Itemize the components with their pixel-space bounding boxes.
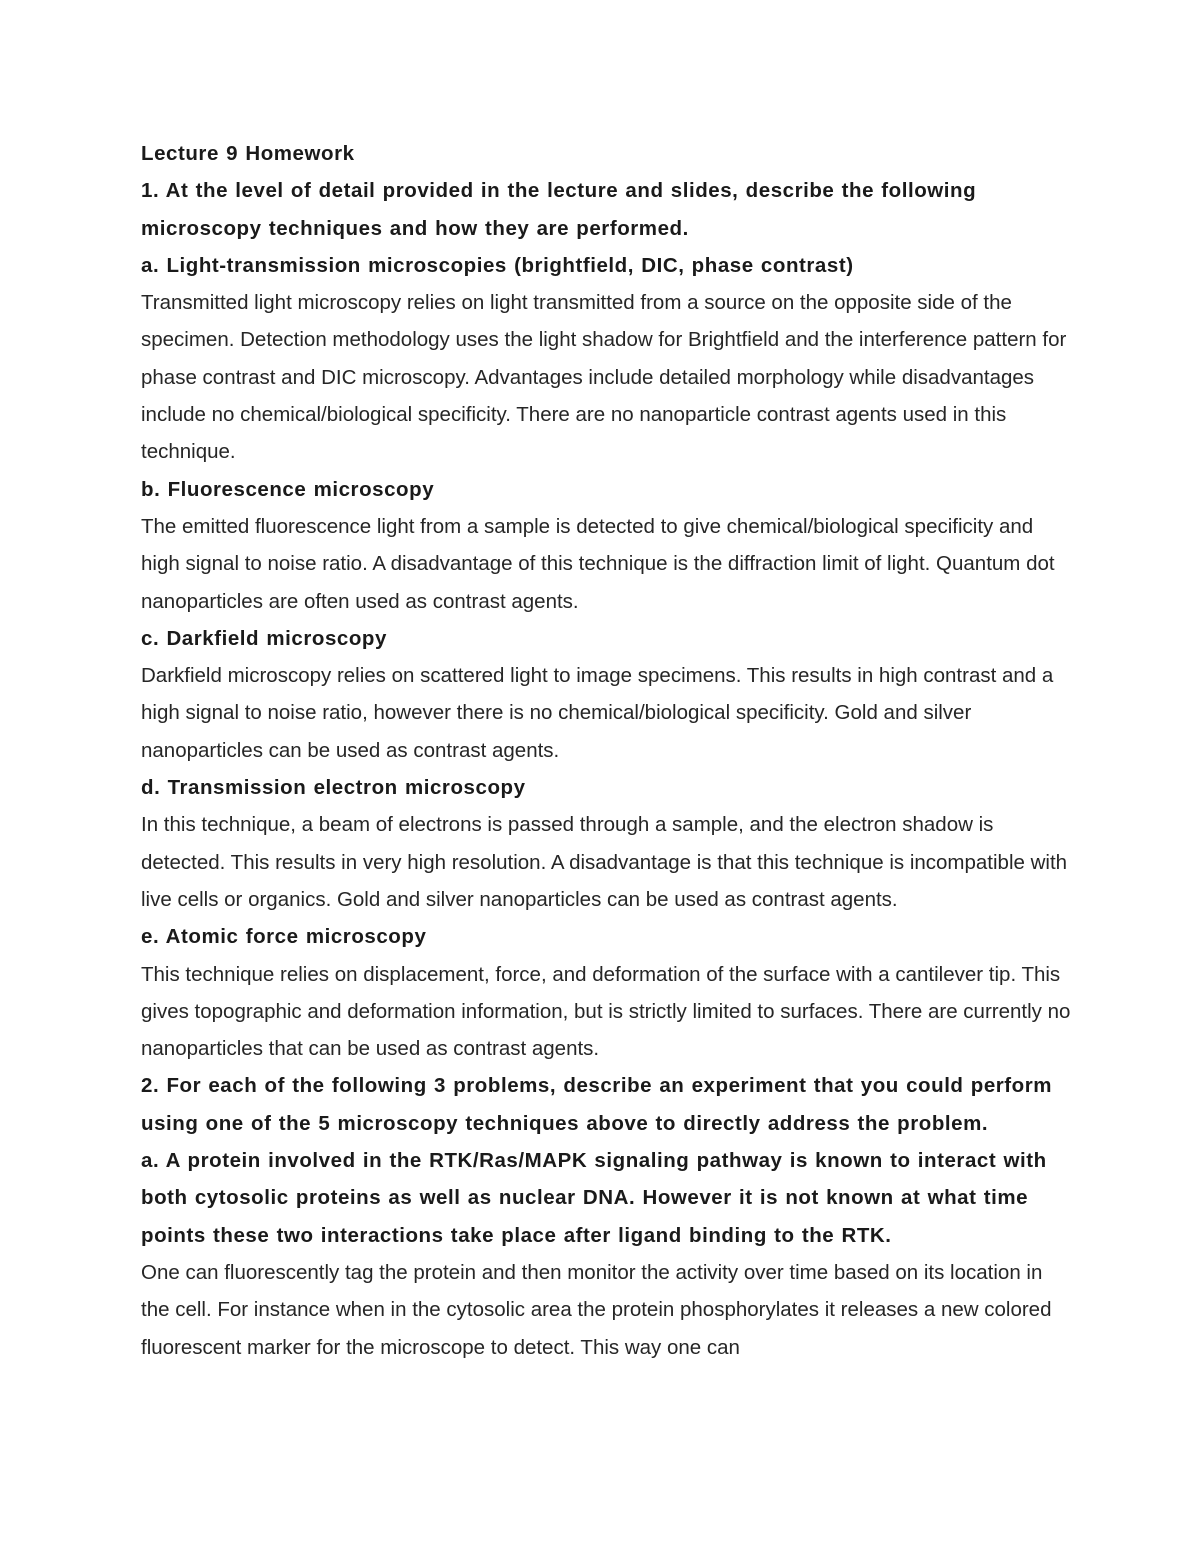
q1-part-c-answer: Darkfield microscopy relies on scattered light to image specimens. This results in high contrast and a high signal to noise ratio, however there is no chemical/biological specificity. Gold and silver nanoparticles can be used as contrast agents. xyxy=(141,664,1054,762)
q2-part-a-heading: a. A protein involved in the RTK/Ras/MAPK signaling pathway is known to interact with both cytosolic proteins as well as nuclear DNA. However it is not known at what time points these two interactions take place after ligand binding to the RTK. xyxy=(141,1149,1047,1247)
q1-part-b-heading: b. Fluorescence microscopy xyxy=(141,477,435,501)
question-2-prompt: 2. For each of the following 3 problems, describe an experiment that you could perform using one of the 5 microscopy techniques above to directly address the problem. xyxy=(141,1074,1053,1135)
question-1-prompt: 1. At the level of detail provided in the lecture and slides, describe the following microscopy techniques and how they are performed. xyxy=(141,179,977,240)
q1-part-e-answer: This technique relies on displacement, force, and deformation of the surface with a cantilever tip. This gives topographic and deformation information, but is strictly limited to surfaces. There are currently no nanoparticles that can be used as contrast agents. xyxy=(141,962,1071,1061)
q1-part-d-heading: d. Transmission electron microscopy xyxy=(141,776,526,800)
q1-part-e-heading: e. Atomic force microscopy xyxy=(141,925,427,949)
document-title: Lecture 9 Homework xyxy=(141,142,355,165)
q1-part-a-answer: Transmitted light microscopy relies on light transmitted from a source on the opposite side of the specimen. Detection methodology uses the light shadow for Brightfield and the interference pattern for phase contrast and DIC microscopy. Advantages include detailed morphology while disadvantages include no chemical/biological specificity. There are no nanoparticle contrast agents used in this technique. xyxy=(141,291,1067,464)
document-body xyxy=(141,135,1071,1366)
q2-part-a-answer: One can fluorescently tag the protein and then monitor the activity over time based on its location in the cell. For instance when in the cytosolic area the protein phosphorylates it releases a new colored fluorescent marker for the microscope to detect. This way one can xyxy=(141,1260,1052,1359)
q1-part-c-heading: c. Darkfield microscopy xyxy=(141,626,387,650)
q1-part-b-answer: The emitted fluorescence light from a sample is detected to give chemical/biological specificity and high signal to noise ratio. A disadvantage of this technique is the diffraction limit of light. Quantum dot nanoparticles are often used as contrast agents. xyxy=(141,514,1055,613)
q1-part-d-answer: In this technique, a beam of electrons is passed through a sample, and the electron shadow is detected. This results in very high resolution. A disadvantage is that this technique is incompatible with live cells or organics. Gold and silver nanoparticles can be used as contrast agents. xyxy=(141,813,1068,911)
q1-part-a-heading: a. Light-transmission microscopies (brightfield, DIC, phase contrast) xyxy=(141,253,854,277)
